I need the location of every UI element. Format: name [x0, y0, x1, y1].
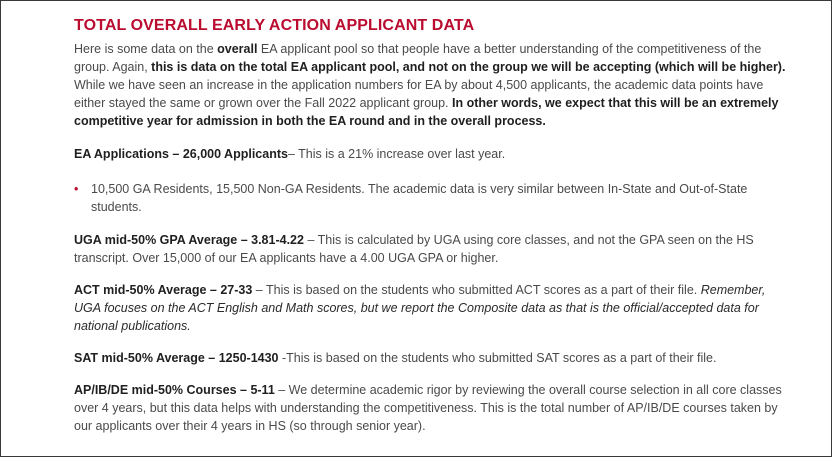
gpa-text: – This is calculated by UGA using core classes, and not the GPA seen on the HS transcript. Over 15,000 of our EA applicants have a 4.00 UGA GPA or higher.: [74, 233, 754, 265]
intro-bold-3: In other words, we expect that this will be an extremely competitive year for admission in both the EA round and in the overall process.: [74, 96, 779, 128]
act-text: – This is based on the students who submitted ACT scores as a part of their file.: [252, 283, 701, 297]
section-title: TOTAL OVERALL EARLY ACTION APPLICANT DATA: [74, 17, 475, 34]
residency-bullet: [74, 180, 792, 216]
act-note: Remember, UGA focuses on the ACT English and Math scores, but we report the Composite data as that is the official/accepted data for national publications.: [74, 283, 766, 333]
intro-text-3: While we have seen an increase in the application numbers for EA by about 4,500 applicants, the academic data points have either stayed the same or grown over the Fall 2022 applicant group.: [74, 78, 764, 110]
sat-stat: [74, 349, 792, 367]
courses-label: AP/IB/DE mid-50% Courses – 5-11: [74, 383, 275, 397]
intro-bold-1: overall: [217, 42, 258, 56]
ea-applications-text: – This is a 21% increase over last year.: [287, 147, 506, 161]
act-stat: [74, 281, 792, 335]
article-content: [74, 16, 792, 435]
intro-text-2: EA applicant pool so that people have a better understanding of the competitiveness of the group. Again,: [74, 42, 762, 74]
courses-stat: [74, 381, 792, 435]
gpa-stat: [74, 231, 792, 267]
ea-applications-label: EA Applications – 26,000 Applicants: [74, 147, 288, 161]
intro-text-1: Here is some data on the: [74, 42, 218, 56]
courses-text: – We determine academic rigor by reviewing the overall course selection in all core classes over 4 years, but this data helps with understanding the competitiveness. This is the total number of AP/IB/DE courses taken by our applicants over their 4 years in HS (so through senior year).: [74, 383, 782, 433]
residency-text: 10,500 GA Residents, 15,500 Non-GA Residents. The academic data is very similar between In-State and Out-of-State students.: [91, 182, 748, 214]
act-label: ACT mid-50% Average – 27-33: [74, 283, 253, 297]
intro-paragraph: [74, 40, 792, 130]
intro-bold-2: this is data on the total EA applicant pool, and not on the group we will be accepting (which will be higher).: [151, 60, 786, 74]
sat-text: -This is based on the students who submitted SAT scores as a part of their file.: [278, 351, 717, 365]
sat-label: SAT mid-50% Average – 1250-1430: [74, 351, 279, 365]
bullet-icon: •: [74, 182, 79, 196]
ea-applications-stat: [74, 145, 792, 163]
gpa-label: UGA mid-50% GPA Average – 3.81-4.22: [74, 233, 304, 247]
